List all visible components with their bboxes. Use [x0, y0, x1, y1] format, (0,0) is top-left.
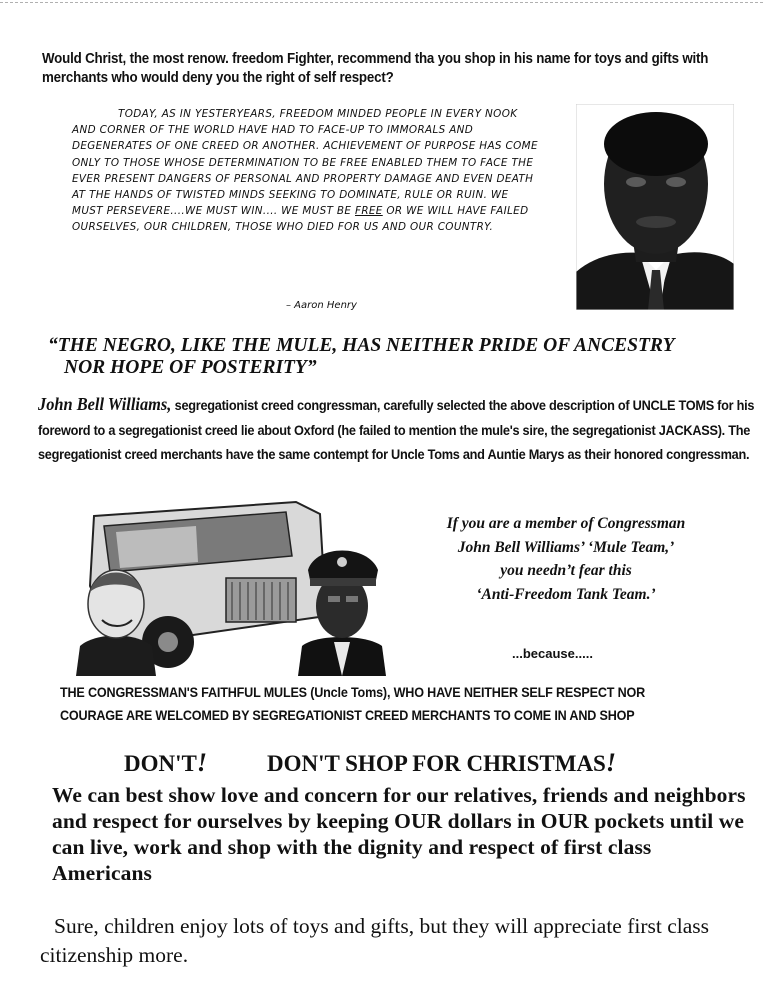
quote-text-part-2: OR WE WILL HAVE FAILED OURSELVES, OUR CHILDREN, THOSE WHO DIED FOR US AND OUR COUNTRY. — [72, 205, 529, 234]
quote-text-part-1: TODAY, AS IN YESTERYEARS, FREEDOM MINDED PEOPLE IN EVERY NOOK AND CORNER OF THE WORLD HAVE HAD TO FACE-UP TO IMMORALS AND DEGENERATES OF ONE CREED OR ANOTHER. ACHIEVEMENT OF PURPOSE HAS COME ONLY TO THOSE WHOSE DETERMINATION TO BE FREE ENABLED THEM TO FACE THE EVER PRESENT DANGERS OF PERSONAL AND PROPERTY DAMAGE AND EVEN DEATH AT THE HANDS OF TWISTED MINDS SEEKING TO DOMINATE, RULE OR RUIN. WE MUST PERSEVERE....WE MUST WIN.... WE MUST BE — [72, 108, 538, 218]
quote-attribution: – Aaron Henry — [286, 300, 357, 311]
dont-word: DON'T — [124, 751, 197, 776]
top-border-rule — [0, 2, 763, 3]
quote-free-word: FREE — [355, 205, 383, 218]
aaron-henry-portrait — [576, 104, 734, 310]
tank-caption-line-3: you needn’t fear this — [500, 562, 632, 579]
mules-line-2: COURAGE ARE WELCOMED BY SEGREGATIONIST CREED MERCHANTS TO COME IN AND SHOP — [60, 707, 635, 723]
tank-caption-line-1: If you are a member of Congressman — [446, 515, 686, 532]
dont-shop-for-christmas: DON'T SHOP FOR CHRISTMAS — [266, 751, 606, 776]
exclamation-mark-2: ! — [605, 748, 616, 777]
tank-team-caption — [396, 512, 736, 606]
quote-title-line-1: “THE NEGRO, LIKE THE MULE, HAS NEITHER PRIDE OF ANCESTRY — [48, 335, 675, 356]
williams-quote-title — [48, 335, 758, 379]
williams-name: John Bell Williams, — [38, 394, 172, 414]
aaron-henry-quote — [72, 106, 542, 236]
williams-description — [38, 392, 757, 467]
quote-title-line-2: NOR HOPE OF POSTERITY” — [64, 357, 317, 378]
tank-caption-line-2: John Bell Williams’ ‘Mule Team,’ — [457, 538, 675, 556]
closing-text: Sure, children enjoy lots of toys and gifts, but they will appreciate first class citizenship more. — [40, 914, 710, 967]
tank-team-photo — [76, 496, 396, 676]
mules-line-1: THE CONGRESSMAN'S FAITHFUL MULES (Uncle Toms), WHO HAVE NEITHER SELF RESPECT NOR — [60, 684, 646, 700]
description-text: segregationist creed congressman, carefully selected the above description of UNCLE TOMS for his foreword to a segregationist creed lie about Oxford (he failed to mention the mule's sire, the segregationist JACKASS). The segregationist creed merchants have the same contempt for Uncle Toms and Auntie Marys as their honored congressman. — [38, 397, 755, 463]
because-text: ...because..... — [512, 646, 593, 661]
dont-shop-heading — [124, 748, 744, 779]
tank-caption-line-4: ‘Anti-Freedom Tank Team.’ — [476, 585, 656, 603]
closing-paragraph — [40, 912, 763, 970]
boycott-paragraph: We can best show love and concern for our relatives, friends and neighbors and respect for ourselves by keeping OUR dollars in OUR pockets until we can live, work and shop with the dignity and respect of first class Americans — [52, 783, 746, 885]
exclamation-mark-1: ! — [196, 748, 207, 777]
headline: Would Christ, the most renow. freedom Fighter, recommend tha you shop in his name for toys and gifts with merchants who would deny you the right of self respect? — [42, 51, 709, 86]
faithful-mules-text — [60, 681, 744, 727]
